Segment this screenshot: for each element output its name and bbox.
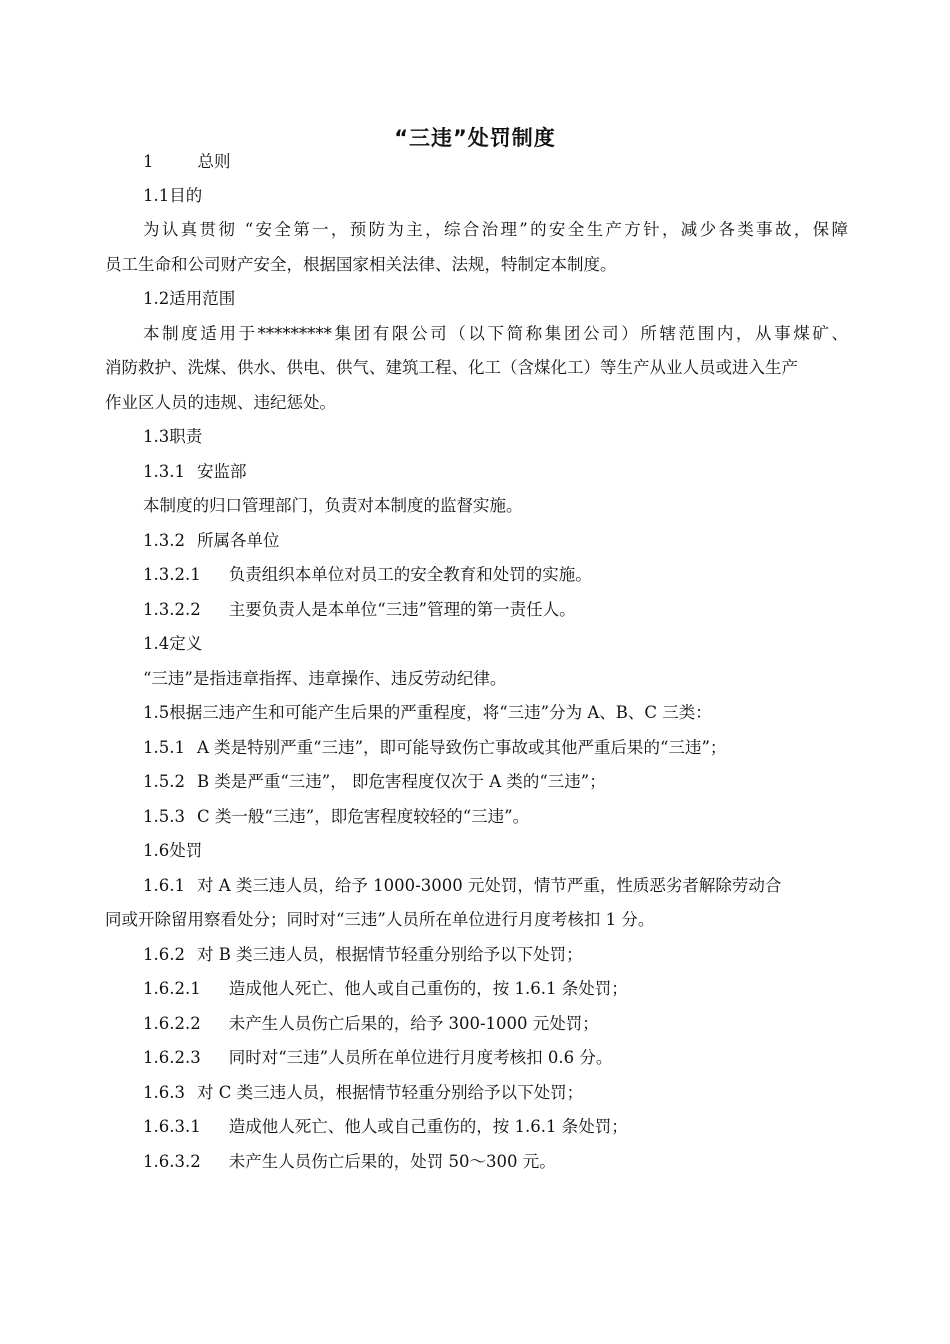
- subsection-heading: [143, 530, 279, 552]
- clause-line: [143, 737, 726, 759]
- section-number: 1.5: [143, 703, 170, 722]
- section-number: 1.1: [143, 186, 170, 205]
- section-text: 适用范围: [169, 289, 236, 308]
- clause-number: 1.6.3.1: [143, 1117, 201, 1136]
- clause-line: [143, 564, 592, 586]
- paragraph-line: 同或开除留用察看处分；同时对“三违”人员所在单位进行月度考核扣 1 分。: [105, 910, 655, 929]
- section-number: 1: [143, 152, 154, 171]
- clause-text: A 类是特别严重“三违”，即可能导致伤亡事故或其他严重后果的“三违”；: [196, 738, 727, 757]
- clause-line: [143, 944, 583, 966]
- clause-text: 未产生人员伤亡后果的，给予 300-1000 元处罚；: [228, 1014, 599, 1033]
- section-text: 根据三违产生和可能产生后果的严重程度，将“三违”分为 A、B、C 三类：: [169, 703, 712, 722]
- clause-line: [143, 599, 576, 621]
- section-text: 目的: [169, 186, 203, 205]
- section-heading-purpose: [143, 185, 202, 207]
- section-text: 总则: [197, 152, 231, 171]
- clause-number: 1.6.2.2: [143, 1014, 201, 1033]
- section-heading-definition: [143, 633, 202, 655]
- clause-number: 1.6.2.3: [143, 1048, 201, 1067]
- section-number: 1.6: [143, 841, 170, 860]
- paragraph-line: 员工生命和公司财产安全，根据国家相关法律、法规，特制定本制度。: [105, 255, 617, 274]
- clause-text: 对 A 类三违人员，给予 1000-3000 元处罚，情节严重，性质恶劣者解除劳动合: [196, 876, 782, 895]
- section-heading-classification: [143, 702, 712, 724]
- clause-text: 负责组织本单位对员工的安全教育和处罚的实施。: [228, 565, 592, 584]
- clause-text: B 类是严重“三违”， 即危害程度仅次于 A 类的“三违”；: [196, 772, 606, 791]
- clause-line: [143, 875, 781, 897]
- paragraph-line: 消防救护、洗煤、供水、供电、供气、建筑工程、化工（含煤化工）等生产从业人员或进入生产: [105, 358, 798, 377]
- section-heading-scope: [143, 288, 235, 310]
- subsection-heading: [143, 461, 246, 483]
- clause-number: 1.5.1: [143, 738, 185, 757]
- clause-number: 1.6.2.1: [143, 979, 201, 998]
- paragraph-line: 作业区人员的违规、违纪惩处。: [105, 393, 336, 412]
- clause-text: 造成他人死亡、他人或自己重伤的，按 1.6.1 条处罚；: [228, 1117, 628, 1136]
- clause-number: 1.3.2.1: [143, 565, 201, 584]
- paragraph-line: 本制度适用于*********集团有限公司（以下简称集团公司）所辖范围内，从事煤矿、: [143, 324, 848, 343]
- clause-number: 1.6.3: [143, 1083, 185, 1102]
- clause-text: 同时对“三违”人员所在单位进行月度考核扣 0.6 分。: [228, 1048, 613, 1067]
- section-text: 定义: [169, 634, 203, 653]
- clause-line: [143, 771, 606, 793]
- section-text: 所属各单位: [196, 531, 280, 550]
- section-number: 1.4: [143, 634, 170, 653]
- clause-line: [143, 1047, 612, 1069]
- clause-line: [143, 1082, 583, 1104]
- paragraph-line: 为认真贯彻 “安全第一，预防为主，综合治理”的安全生产方针，减少各类事故，保障: [143, 220, 848, 239]
- section-number: 1.3: [143, 427, 170, 446]
- clause-number: 1.6.2: [143, 945, 185, 964]
- document-title: “三违”处罚制度: [394, 126, 556, 150]
- section-number: 1.3.1: [143, 462, 185, 481]
- clause-text: 造成他人死亡、他人或自己重伤的，按 1.6.1 条处罚；: [228, 979, 628, 998]
- section-text: 安监部: [196, 462, 247, 481]
- clause-number: 1.5.2: [143, 772, 185, 791]
- clause-line: [143, 806, 529, 828]
- clause-text: 主要负责人是本单位“三违”管理的第一责任人。: [228, 600, 576, 619]
- clause-text: 对 C 类三违人员，根据情节轻重分别给予以下处罚；: [196, 1083, 584, 1102]
- clause-number: 1.5.3: [143, 807, 185, 826]
- clause-number: 1.6.3.2: [143, 1152, 201, 1171]
- paragraph-line: “三违”是指违章指挥、违章操作、违反劳动纪律。: [143, 669, 507, 688]
- paragraph-line: 本制度的归口管理部门，负责对本制度的监督实施。: [143, 496, 523, 515]
- clause-line: [143, 1116, 628, 1138]
- section-text: 职责: [169, 427, 203, 446]
- section-heading-general: [143, 151, 231, 173]
- section-number: 1.2: [143, 289, 170, 308]
- clause-number: 1.6.1: [143, 876, 185, 895]
- clause-text: 对 B 类三违人员，根据情节轻重分别给予以下处罚；: [196, 945, 583, 964]
- clause-line: [143, 978, 628, 1000]
- clause-text: C 类一般“三违”，即危害程度较轻的“三违”。: [196, 807, 530, 826]
- clause-number: 1.3.2.2: [143, 600, 201, 619]
- section-text: 处罚: [169, 841, 203, 860]
- clause-line: [143, 1151, 556, 1173]
- clause-line: [143, 1013, 599, 1035]
- section-heading-penalty: [143, 840, 202, 862]
- section-number: 1.3.2: [143, 531, 185, 550]
- section-heading-duties: [143, 426, 202, 448]
- clause-text: 未产生人员伤亡后果的，处罚 50～300 元。: [228, 1152, 556, 1171]
